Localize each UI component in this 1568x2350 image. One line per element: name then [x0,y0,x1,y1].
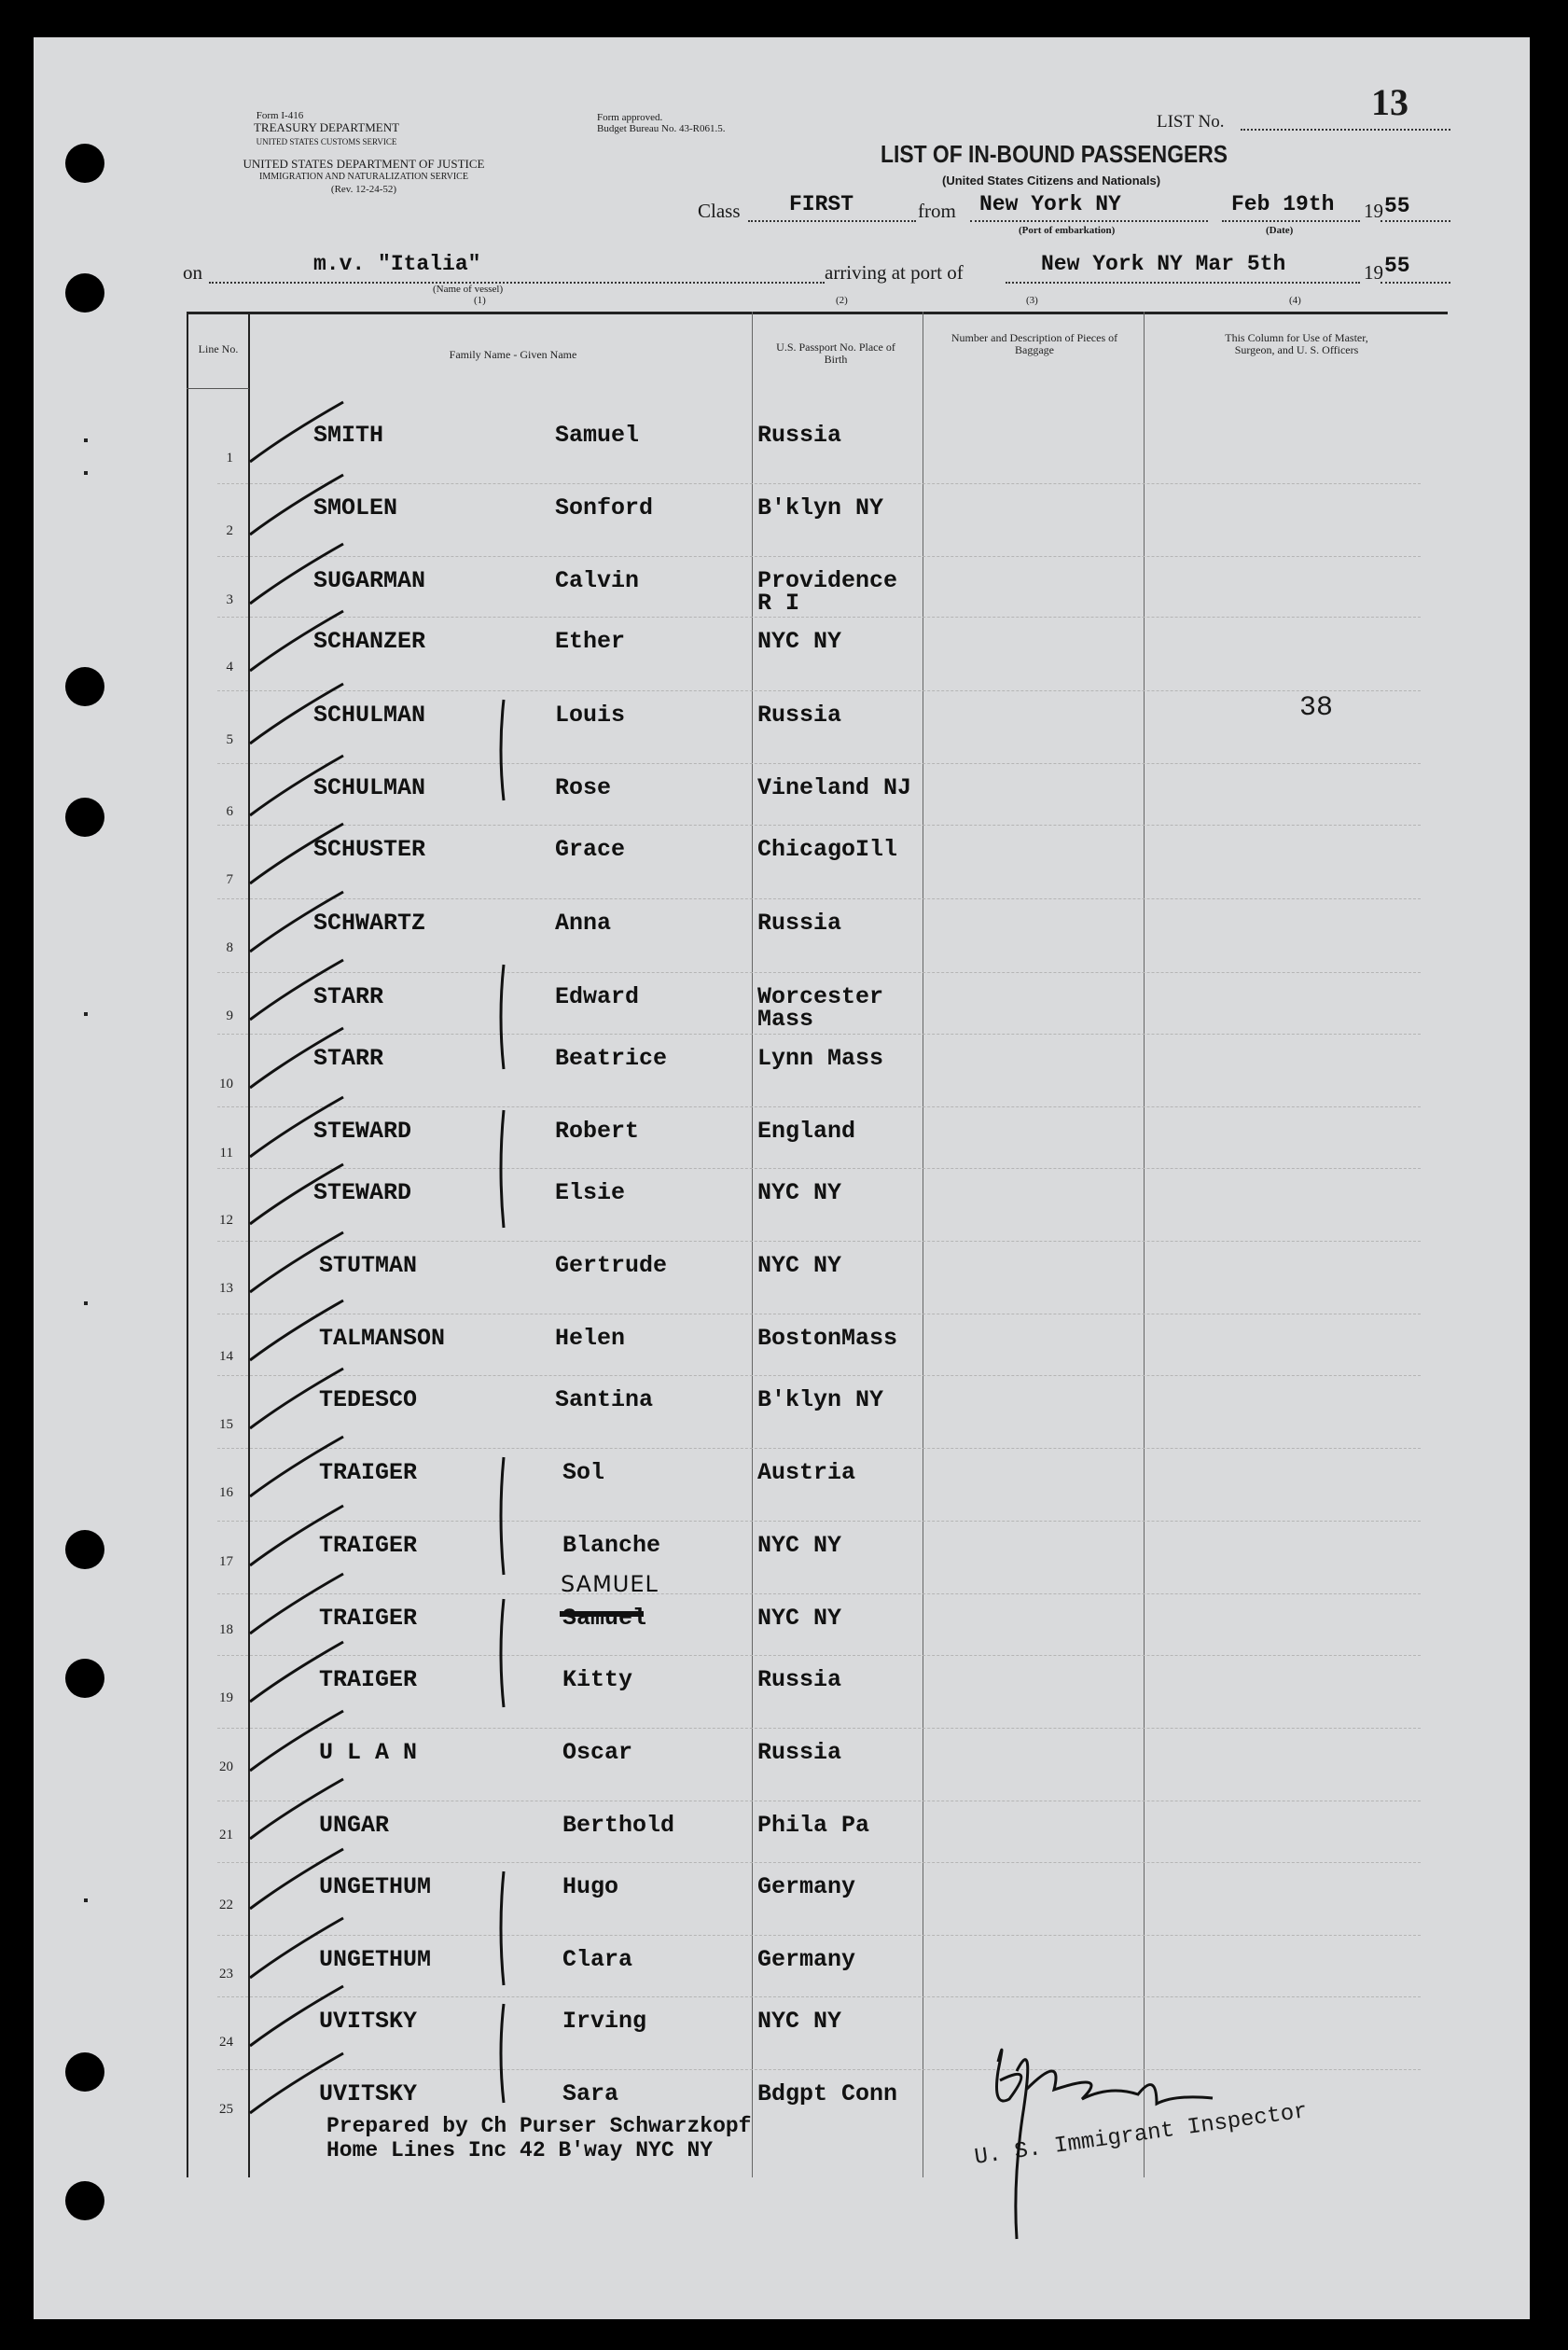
family-name: STEWARD [313,1118,412,1145]
row-separator [217,1862,1421,1863]
row-separator [217,1034,1421,1035]
year-suffix: 55 [1384,194,1410,218]
row-separator [217,690,1421,691]
line-number: 4 [226,660,233,674]
family-name: TRAIGER [319,1532,418,1559]
given-name: Samuel [555,422,640,449]
row-separator [217,1168,1421,1169]
line-number: 17 [219,1554,233,1569]
baggage-col-divider [1144,312,1145,2177]
form-dept: TREASURY DEPARTMENT [253,120,400,134]
col-header-passport: U.S. Passport No. Place of Birth [776,341,895,366]
punch-hole [65,2052,104,2092]
family-name: UNGETHUM [319,1873,432,1900]
row-separator [217,898,1421,899]
place-of-birth: NYC NY [757,2008,842,2035]
line-number: 15 [219,1417,233,1432]
place-of-birth: NYC NY [757,628,842,655]
form-sheet [34,37,1530,2319]
place-of-birth: NYC NY [757,1252,842,1279]
row-separator [217,483,1421,484]
line-number: 21 [219,1828,233,1842]
date-value: Feb 19th [1231,192,1335,216]
col-num-4: (4) [1289,295,1301,306]
family-name: SCHULMAN [313,702,426,729]
arrival-year-line [1381,282,1450,284]
punch-hole [65,1530,104,1569]
place-of-birth: BostonMass [757,1325,898,1352]
place-of-birth: NYC NY [757,1605,842,1632]
row-separator [217,1106,1421,1107]
col-header-line-no: Line No. [198,342,239,355]
family-name: TRAIGER [319,1459,418,1486]
family-name: SCHANZER [313,628,426,655]
place-of-birth: Germany [757,1873,856,1900]
line-number: 5 [226,732,233,747]
given-name: Rose [555,774,612,801]
port-caption: (Port of embarkation) [1019,225,1116,236]
family-name: UVITSKY [319,2008,418,2035]
family-name: SCHUSTER [313,836,426,863]
place-of-birth: B'klyn NY [757,1386,884,1413]
officer-annotation: 38 [1299,692,1334,724]
margin-dot [84,1012,88,1016]
punch-hole [65,1659,104,1698]
class-line [748,220,916,222]
given-name: Louis [555,702,626,729]
line-number: 1 [226,451,233,466]
line-number: 6 [226,804,233,819]
family-name: SCHULMAN [313,774,426,801]
given-name: Oscar [562,1739,633,1766]
family-name: TRAIGER [319,1605,418,1632]
row-separator [217,1728,1421,1729]
row-separator [217,1241,1421,1242]
family-name: SCHWARTZ [313,910,426,937]
line-number: 14 [219,1349,233,1364]
given-name: Helen [555,1325,626,1352]
margin-dot [84,1301,88,1305]
page-subtitle: (United States Citizens and Nationals) [942,174,1161,188]
given-name: Grace [555,836,626,863]
line-number: 25 [219,2102,233,2117]
place-of-birth: Russia [757,702,842,729]
line-number: 13 [219,1281,233,1296]
line-number: 18 [219,1622,233,1637]
given-name: Elsie [555,1179,626,1206]
place-of-birth: Russia [757,422,842,449]
given-name: Sara [562,2080,619,2107]
given-name: Berthold [562,1812,675,1839]
place-of-birth: England [757,1118,856,1145]
table-left-border [187,312,188,2177]
given-name: Ether [555,628,626,655]
line-number: 3 [226,592,233,607]
place-of-birth: Lynn Mass [757,1045,884,1072]
arrival-value: New York NY Mar 5th [1041,252,1286,276]
given-name: Robert [555,1118,640,1145]
given-name: Santina [555,1386,654,1413]
arrival-year-prefix: 19 [1364,261,1383,284]
approval-line-2: Budget Bureau No. 43-R061.5. [597,123,726,134]
arrival-year-suffix: 55 [1384,254,1410,278]
line-number: 8 [226,940,233,955]
place-of-birth: Russia [757,1666,842,1693]
given-name: Samuel [562,1605,647,1632]
given-name: Sol [562,1459,605,1486]
date-line [1222,220,1360,222]
row-separator [217,1996,1421,1997]
family-name: TRAIGER [319,1666,418,1693]
arrival-line [1006,282,1360,284]
row-separator [217,1521,1421,1522]
date-caption: (Date) [1266,225,1294,236]
family-name: UNGAR [319,1812,390,1839]
margin-dot [84,1898,88,1902]
place-of-birth: Phila Pa [757,1812,870,1839]
place-of-birth: Bdgpt Conn [757,2080,898,2107]
margin-dot [84,438,88,442]
arriving-label: arriving at port of [825,261,964,284]
row-separator [217,1593,1421,1594]
header-underline [187,388,249,389]
row-separator [217,556,1421,557]
row-separator [217,617,1421,618]
vessel-line [209,282,825,284]
family-name: UVITSKY [319,2080,418,2107]
place-of-birth: Russia [757,910,842,937]
family-name: SUGARMAN [313,567,426,594]
from-line [970,220,1208,222]
year-line [1381,220,1450,222]
family-name: SMOLEN [313,494,398,521]
prepared-by-line-1: Prepared by Ch Purser Schwarzkopf [326,2114,752,2138]
family-name: U L A N [319,1739,418,1766]
line-col-divider [248,312,250,2177]
col-num-1: (1) [474,295,486,306]
col-header-officers: This Column for Use of Master, Surgeon, and U. S. Officers [1225,331,1368,356]
place-of-birth: NYC NY [757,1532,842,1559]
given-name: Calvin [555,567,640,594]
punch-hole [65,667,104,706]
page-number: 13 [1371,81,1408,123]
family-name: STARR [313,983,384,1010]
family-name: STARR [313,1045,384,1072]
row-separator [217,1448,1421,1449]
place-of-birth: Austria [757,1459,856,1486]
vessel-name: m.v. "Italia" [313,252,481,276]
form-service: UNITED STATES CUSTOMS SERVICE [256,137,397,146]
line-number: 10 [219,1077,233,1092]
place-of-birth: ChicagoIll [757,836,898,863]
place-of-birth: B'klyn NY [757,494,884,521]
margin-dot [84,471,88,475]
given-name: Clara [562,1946,633,1973]
given-name: Beatrice [555,1045,668,1072]
line-number: 7 [226,872,233,887]
ins-label: IMMIGRATION AND NATURALIZATION SERVICE [259,172,468,182]
line-number: 11 [219,1146,233,1161]
punch-hole [65,2181,104,2220]
given-name: Edward [555,983,640,1010]
family-name: TEDESCO [319,1386,418,1413]
family-name: UNGETHUM [319,1946,432,1973]
form-revision: (Rev. 12-24-52) [330,184,397,195]
handwritten-correction: SAMUEL [561,1571,659,1597]
col-num-3: (3) [1026,295,1038,306]
line-number: 19 [219,1690,233,1705]
line-number: 9 [226,1008,233,1023]
given-name: Anna [555,910,612,937]
col-header-name: Family Name - Given Name [449,348,577,361]
year-prefix: 19 [1364,200,1383,222]
punch-hole [65,273,104,313]
name-col-divider [752,312,753,2177]
prepared-by-line-2: Home Lines Inc 42 B'way NYC NY [326,2138,714,2162]
row-separator [217,1655,1421,1656]
row-separator [217,972,1421,973]
line-number: 22 [219,1898,233,1912]
col-num-2: (2) [836,295,848,306]
class-value: FIRST [789,192,854,216]
list-no-line [1241,129,1450,131]
place-of-birth: Vineland NJ [757,774,912,801]
row-separator [217,1375,1421,1376]
given-name: Kitty [562,1666,633,1693]
place-of-birth-cont: Mass [757,1006,814,1033]
line-number: 20 [219,1759,233,1774]
list-no-label: LIST No. [1157,112,1225,132]
row-separator [217,2069,1421,2070]
vessel-caption: (Name of vessel) [433,284,504,295]
row-separator [217,763,1421,764]
line-number: 2 [226,523,233,538]
row-separator [217,1935,1421,1936]
family-name: TALMANSON [319,1325,446,1352]
from-label: from [918,200,956,222]
family-name: STEWARD [313,1179,412,1206]
place-of-birth: Providence [757,567,898,594]
line-number: 24 [219,2035,233,2050]
punch-hole [65,798,104,837]
family-name: STUTMAN [319,1252,418,1279]
family-name: SMITH [313,422,384,449]
place-of-birth: Russia [757,1739,842,1766]
place-of-birth-cont: R I [757,590,800,617]
line-number: 16 [219,1485,233,1500]
inspector-label: U. S. Immigrant Inspector [973,2099,1310,2171]
form-number: Form I-416 [256,110,304,121]
given-name: Sonford [555,494,654,521]
given-name: Irving [562,2008,647,2035]
line-number: 23 [219,1967,233,1982]
page-title: LIST OF IN-BOUND PASSENGERS [881,140,1228,168]
given-name: Gertrude [555,1252,668,1279]
given-name: Blanche [562,1532,661,1559]
given-name: Hugo [562,1873,619,1900]
place-of-birth: NYC NY [757,1179,842,1206]
place-of-birth: Worcester [757,983,884,1010]
punch-hole [65,144,104,183]
line-number: 12 [219,1213,233,1228]
from-value: New York NY [979,192,1121,216]
on-label: on [183,261,202,284]
row-separator [217,825,1421,826]
approval-line-1: Form approved. [597,112,663,123]
place-of-birth: Germany [757,1946,856,1973]
doj-label: UNITED STATES DEPARTMENT OF JUSTICE [243,157,485,171]
col-header-baggage: Number and Description of Pieces of Baggage [951,331,1118,356]
table-top-border [187,312,1448,314]
class-label: Class [698,200,741,222]
